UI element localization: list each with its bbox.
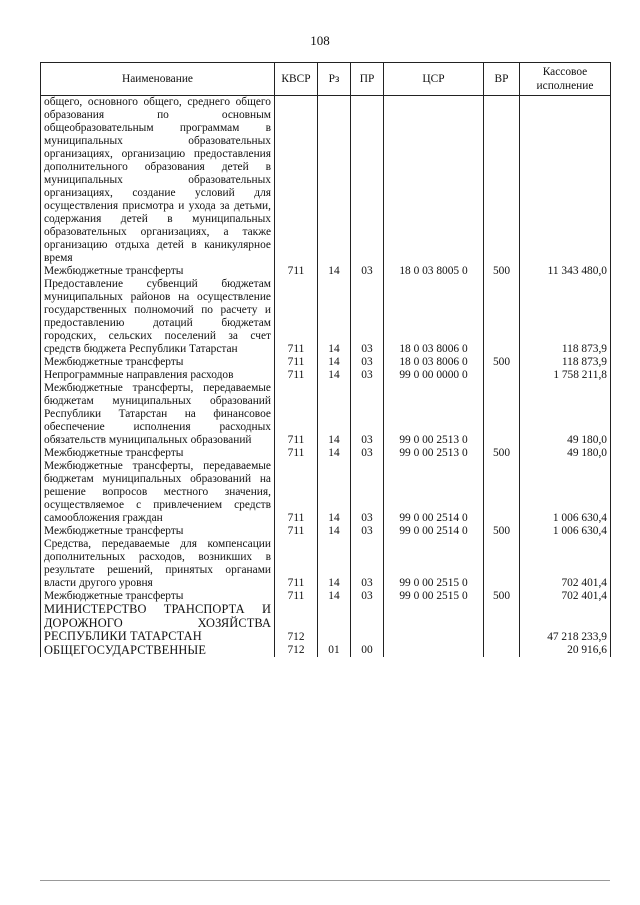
table-row (41, 460, 611, 525)
row-amount: 702 401,4 (520, 538, 611, 590)
row-vr (484, 603, 520, 644)
row-csr: 99 0 00 2513 0 (384, 382, 484, 447)
row-amount: 118 873,9 (520, 278, 611, 356)
table-row (41, 447, 611, 460)
page-number: 108 (310, 33, 330, 48)
row-amount: 1 006 630,4 (520, 525, 611, 538)
row-rz: 14 (318, 382, 351, 447)
row-name: МИНИСТЕРСТВО ТРАНСПОРТА И ДОРОЖНОГО ХОЗЯЙСТВА РЕСПУБЛИКИ ТАТАРСТАН (41, 603, 275, 644)
row-amount: 118 873,9 (520, 356, 611, 369)
row-amount: 20 916,6 (520, 644, 611, 658)
row-rz: 14 (318, 538, 351, 590)
table-row (41, 369, 611, 382)
row-amount: 702 401,4 (520, 590, 611, 603)
row-kvsr: 711 (275, 265, 318, 278)
row-vr: 500 (484, 356, 520, 369)
row-csr (384, 96, 484, 266)
header-rz: Рз (318, 63, 351, 96)
row-pr: 03 (351, 265, 384, 278)
header-pr: ПР (351, 63, 384, 96)
row-csr: 99 0 00 2514 0 (384, 460, 484, 525)
row-amount (520, 96, 611, 266)
table-row (41, 603, 611, 644)
row-pr: 03 (351, 460, 384, 525)
row-csr (384, 644, 484, 658)
row-name: Межбюджетные трансферты (41, 265, 275, 278)
row-pr: 03 (351, 525, 384, 538)
row-kvsr: 711 (275, 447, 318, 460)
row-amount: 11 343 480,0 (520, 265, 611, 278)
budget-execution-table (40, 62, 611, 657)
row-rz (318, 603, 351, 644)
row-name: общего, основного общего, среднего общего образования по основным общеобразовательным программам в муниципальных образовательных организациях, организацию предоставления дополнительного образования детей в муниципальных образовательных организациях, создание условий для осуществления присмотра и ухода за детьми, содержания детей в муниципальных образовательных организациях, а также организацию отдыха детей в каникулярное время (41, 96, 275, 266)
row-name: Предоставление субвенций бюджетам муниципальных районов на осуществление государственных полномочий по расчету и предоставлению дотаций бюджетам городских, сельских поселений за счет средств бюджета Республики Татарстан (41, 278, 275, 356)
header-csr: ЦСР (384, 63, 484, 96)
row-kvsr: 712 (275, 644, 318, 658)
row-amount: 1 006 630,4 (520, 460, 611, 525)
row-vr (484, 538, 520, 590)
row-pr: 00 (351, 644, 384, 658)
row-name: Межбюджетные трансферты, передаваемые бюджетам муниципальных образований на решение вопросов местного значения, осуществляемое с привлечением средств самообложения граждан (41, 460, 275, 525)
row-amount: 49 180,0 (520, 382, 611, 447)
table-row (41, 356, 611, 369)
row-vr: 500 (484, 447, 520, 460)
row-kvsr (275, 96, 318, 266)
row-vr (484, 644, 520, 658)
header-kvsr: КВСР (275, 63, 318, 96)
table-row (41, 525, 611, 538)
row-csr: 99 0 00 2513 0 (384, 447, 484, 460)
row-csr: 99 0 00 2515 0 (384, 538, 484, 590)
header-name: Наименование (41, 63, 275, 96)
row-rz: 01 (318, 644, 351, 658)
row-kvsr: 711 (275, 460, 318, 525)
row-name: Непрограммные направления расходов (41, 369, 275, 382)
row-kvsr: 711 (275, 538, 318, 590)
row-name: Средства, передаваемые для компенсации дополнительных расходов, возникших в результате решений, принятых органами власти другого уровня (41, 538, 275, 590)
row-rz: 14 (318, 460, 351, 525)
row-kvsr: 711 (275, 369, 318, 382)
row-vr (484, 96, 520, 266)
row-amount: 49 180,0 (520, 447, 611, 460)
table-row (41, 265, 611, 278)
row-pr: 03 (351, 447, 384, 460)
row-amount: 47 218 233,9 (520, 603, 611, 644)
row-pr: 03 (351, 382, 384, 447)
row-kvsr: 711 (275, 278, 318, 356)
row-pr (351, 603, 384, 644)
row-csr: 99 0 00 0000 0 (384, 369, 484, 382)
row-kvsr: 711 (275, 590, 318, 603)
row-pr: 03 (351, 356, 384, 369)
bottom-divider (40, 880, 610, 881)
row-name: Межбюджетные трансферты (41, 525, 275, 538)
row-rz: 14 (318, 369, 351, 382)
row-rz: 14 (318, 590, 351, 603)
row-rz: 14 (318, 356, 351, 369)
row-vr: 500 (484, 525, 520, 538)
row-pr: 03 (351, 590, 384, 603)
row-kvsr: 711 (275, 525, 318, 538)
row-csr: 99 0 00 2514 0 (384, 525, 484, 538)
row-amount: 1 758 211,8 (520, 369, 611, 382)
row-name: Межбюджетные трансферты (41, 447, 275, 460)
row-vr (484, 460, 520, 525)
row-pr (351, 96, 384, 266)
row-pr: 03 (351, 538, 384, 590)
row-pr: 03 (351, 278, 384, 356)
row-rz: 14 (318, 278, 351, 356)
row-name: ОБЩЕГОСУДАРСТВЕННЫЕ (41, 644, 275, 658)
row-rz (318, 96, 351, 266)
row-kvsr: 711 (275, 356, 318, 369)
row-csr: 18 0 03 8005 0 (384, 265, 484, 278)
table-row (41, 644, 611, 658)
row-csr: 99 0 00 2515 0 (384, 590, 484, 603)
table-row (41, 382, 611, 447)
table-row (41, 96, 611, 266)
row-csr: 18 0 03 8006 0 (384, 356, 484, 369)
row-rz: 14 (318, 525, 351, 538)
header-vr: ВР (484, 63, 520, 96)
row-rz: 14 (318, 265, 351, 278)
row-pr: 03 (351, 369, 384, 382)
row-vr: 500 (484, 590, 520, 603)
table-header-row (41, 63, 611, 96)
table-row (41, 538, 611, 590)
row-name: Межбюджетные трансферты (41, 356, 275, 369)
row-rz: 14 (318, 447, 351, 460)
row-kvsr: 712 (275, 603, 318, 644)
row-vr (484, 382, 520, 447)
row-vr (484, 369, 520, 382)
row-name: Межбюджетные трансферты, передаваемые бюджетам муниципальных образований Республики Татарстан на финансовое обеспечение исполнения расходных обязательств муниципальных образований (41, 382, 275, 447)
row-vr: 500 (484, 265, 520, 278)
row-name: Межбюджетные трансферты (41, 590, 275, 603)
header-amount: Кассовое исполнение (520, 63, 611, 96)
row-csr: 18 0 03 8006 0 (384, 278, 484, 356)
row-kvsr: 711 (275, 382, 318, 447)
row-csr (384, 603, 484, 644)
row-vr (484, 278, 520, 356)
table-row (41, 278, 611, 356)
